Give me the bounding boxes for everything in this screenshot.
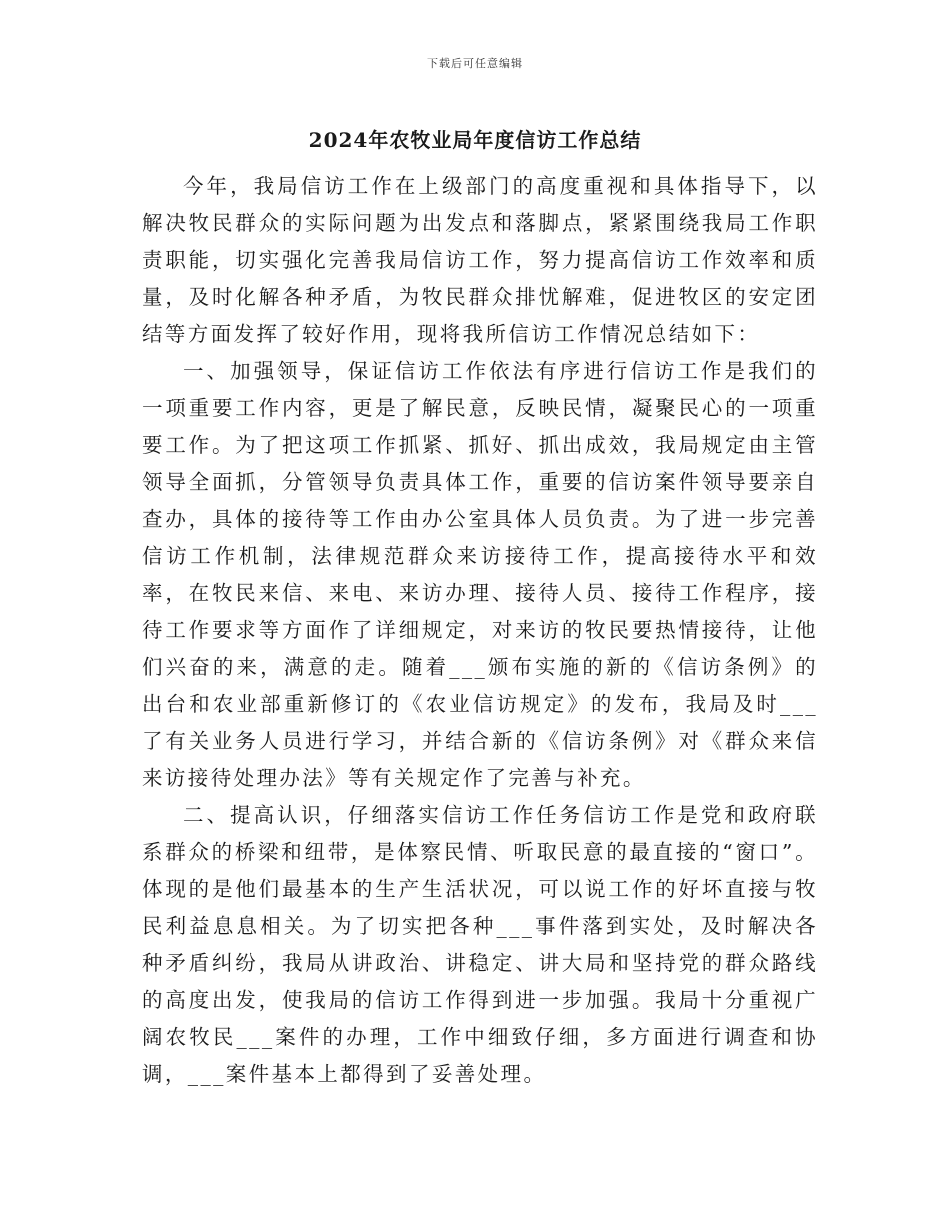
- document-title: 2024年农牧业局年度信访工作总结: [308, 128, 642, 152]
- paragraph-section-two: 二、提高认识，仔细落实信访工作任务信访工作是党和政府联系群众的桥梁和纽带，是体察民情、听取民意的最直接的“窗口”。体现的是他们最基本的生产生活状况，可以说工作的好坏直接与牧民利益息息相关。为了切实把各种___事件落到实处，及时解决各种矛盾纠纷，我局从讲政治、讲稳定、讲大局和坚持党的群众路线的高度出发，使我局的信访工作得到进一步加强。我局十分重视广阔农牧民___案件的办理，工作中细致仔细，多方面进行调查和协调，___案件基本上都得到了妥善处理。: [142, 803, 818, 1086]
- paragraph-section-one: 一、加强领导，保证信访工作依法有序进行信访工作是我们的一项重要工作内容，更是了解民意，反映民情，凝聚民心的一项重要工作。为了把这项工作抓紧、抓好、抓出成效，我局规定由主管领导全面抓，分管领导负责具体工作，重要的信访案件领导要亲自查办，具体的接待等工作由办公室具体人员负责。为了进一步完善信访工作机制，法律规范群众来访接待工作，提高接待水平和效率，在牧民来信、来电、来访办理、接待人员、接待工作程序，接待工作要求等方面作了详细规定，对来访的牧民要热情接待，让他们兴奋的来，满意的走。随着___颁布实施的新的《信访条例》的出台和农业部重新修订的《农业信访规定》的发布，我局及时___了有关业务人员进行学习，并结合新的《信访条例》对《群众来信来访接待处理办法》等有关规定作了完善与补充。: [142, 359, 818, 790]
- document-body: [142, 168, 818, 1093]
- paragraph-intro: 今年，我局信访工作在上级部门的高度重视和具体指导下，以解决牧民群众的实际问题为出发点和落脚点，紧紧围绕我局工作职责职能，切实强化完善我局信访工作，努力提高信访工作效率和质量，及时化解各种矛盾，为牧民群众排忧解难，促进牧区的安定团结等方面发挥了较好作用，现将我所信访工作情况总结如下：: [142, 174, 818, 346]
- header-note: 下载后可任意编辑: [427, 57, 523, 70]
